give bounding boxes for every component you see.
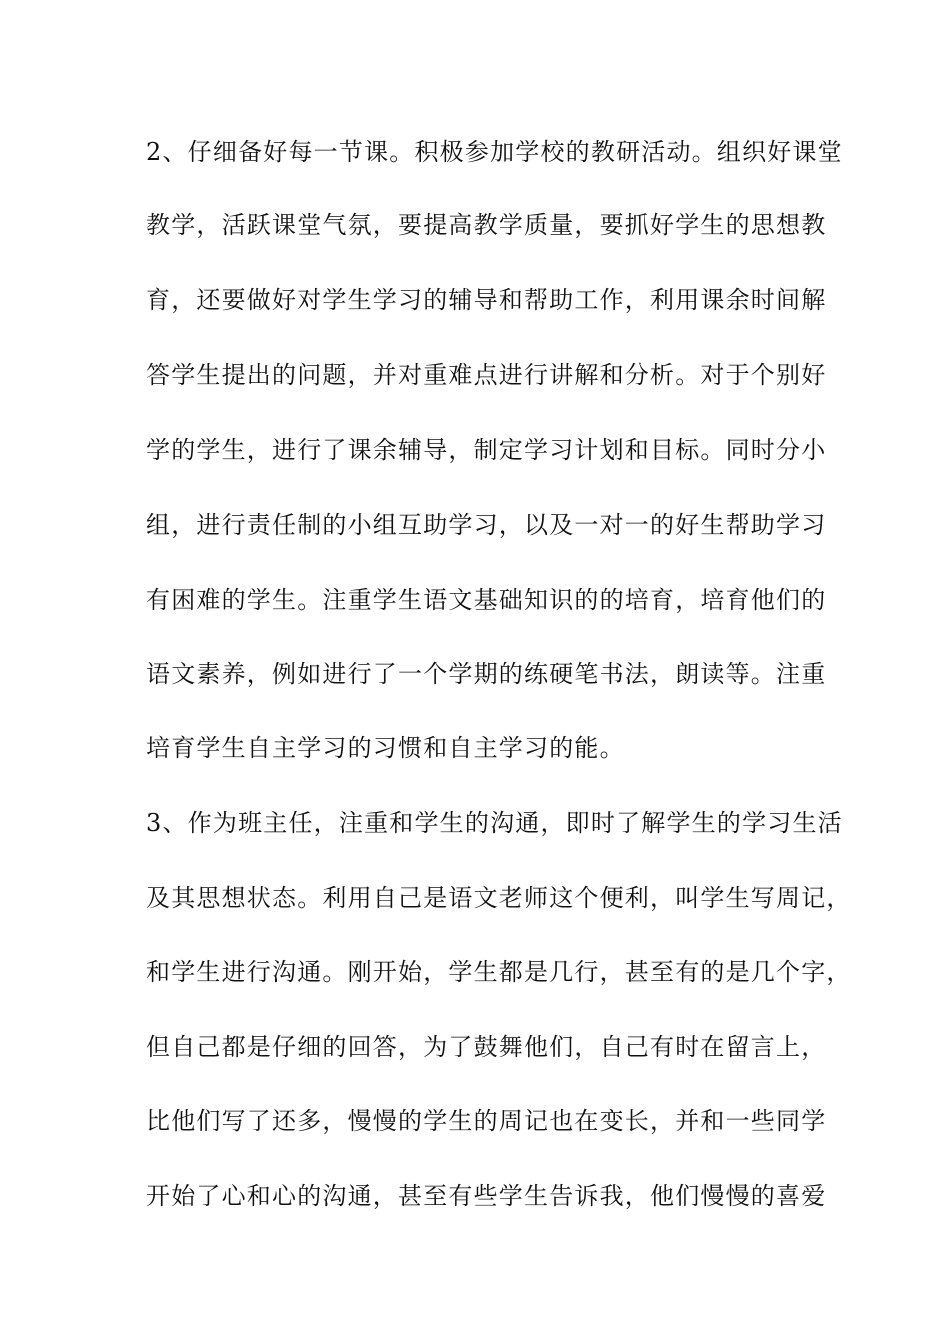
text-line: 教学，活跃课堂气氛，要提高教学质量，要抓好学生的思想教 [146,211,827,239]
text-line: 学的学生，进行了课余辅导，制定学习计划和目标。同时分小 [146,436,827,464]
text-line: 育，还要做好对学生学习的辅导和帮助工作，利用课余时间解 [146,286,827,314]
text-line: 但自己都是仔细的回答，为了鼓舞他们，自己有时在留言上， [146,1033,827,1061]
text-line: 比他们写了还多，慢慢的学生的周记也在变长，并和一些同学 [146,1107,827,1135]
text-line: 有困难的学生。注重学生语文基础知识的的培育，培育他们的 [146,586,827,614]
text-line: 培育学生自主学习的习惯和自主学习的能。 [146,734,625,762]
text-line: 2、仔细备好每一节课。积极参加学校的教研活动。组织好课堂 [146,138,843,166]
text-line: 和学生进行沟通。刚开始，学生都是几行，甚至有的是几个字， [146,958,852,986]
text-line: 语文素养，例如进行了一个学期的练硬笔书法，朗读等。注重 [146,660,827,688]
text-line: 答学生提出的问题，并对重难点进行讲解和分析。对于个别好 [146,361,827,389]
text-line: 组，进行责任制的小组互助学习，以及一对一的好生帮助学习 [146,511,827,539]
text-line: 及其思想状态。利用自己是语文老师这个便利，叫学生写周记， [146,884,852,912]
text-line: 3、作为班主任，注重和学生的沟通，即时了解学生的学习生活 [146,809,843,837]
text-line: 开始了心和心的沟通，甚至有些学生告诉我，他们慢慢的喜爱 [146,1182,827,1210]
